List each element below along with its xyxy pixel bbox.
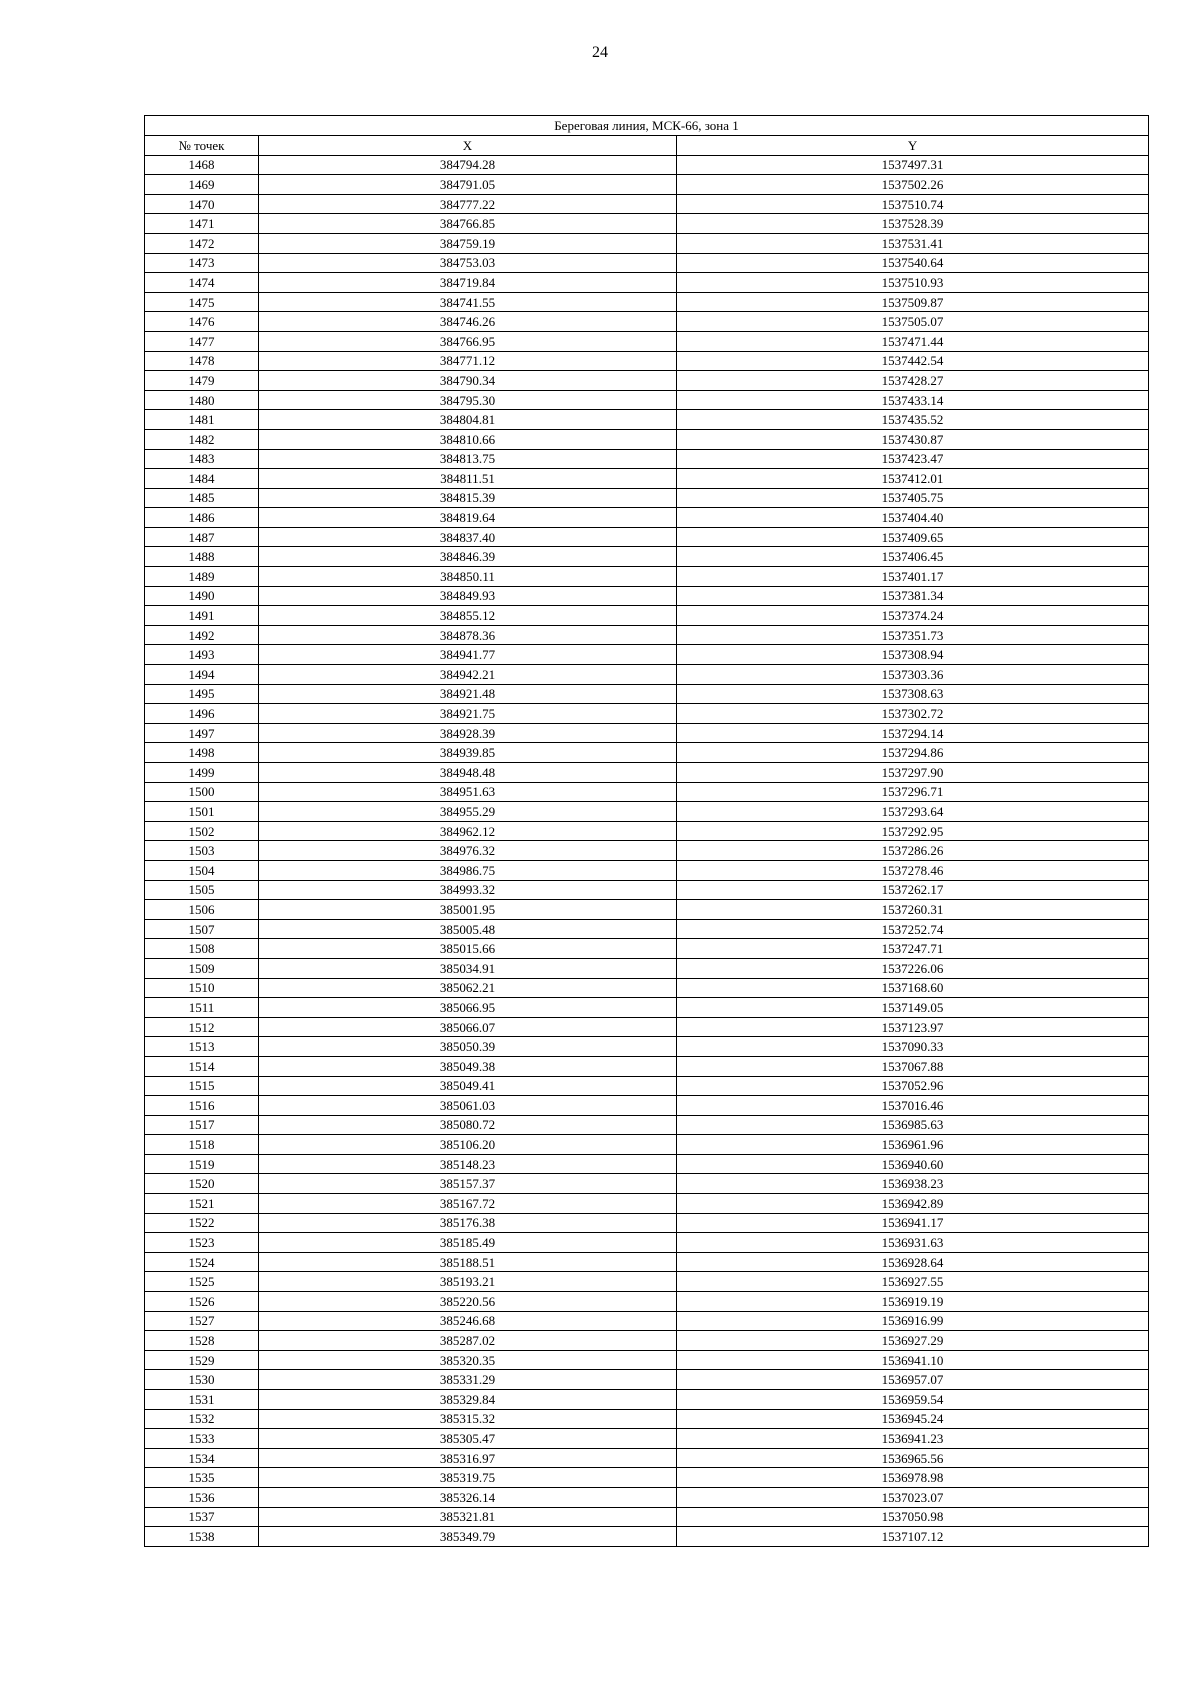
x-coordinate-cell: 385188.51	[259, 1252, 677, 1272]
x-coordinate-cell: 384790.34	[259, 371, 677, 391]
point-number-cell: 1533	[145, 1429, 259, 1449]
table-row	[145, 194, 1149, 214]
y-coordinate-cell: 1537405.75	[677, 488, 1149, 508]
point-number-cell: 1481	[145, 410, 259, 430]
y-coordinate-cell: 1537528.39	[677, 214, 1149, 234]
x-coordinate-cell: 385326.14	[259, 1487, 677, 1507]
y-coordinate-cell: 1536941.23	[677, 1429, 1149, 1449]
point-number-cell: 1478	[145, 351, 259, 371]
x-coordinate-cell: 385066.07	[259, 1017, 677, 1037]
point-number-cell: 1497	[145, 723, 259, 743]
point-number-cell: 1492	[145, 625, 259, 645]
point-number-cell: 1506	[145, 900, 259, 920]
y-coordinate-cell: 1536978.98	[677, 1468, 1149, 1488]
table-row	[145, 1056, 1149, 1076]
table-row	[145, 1370, 1149, 1390]
y-coordinate-cell: 1537292.95	[677, 821, 1149, 841]
table-caption: Береговая линия, МСК-66, зона 1	[145, 116, 1149, 136]
table-row	[145, 625, 1149, 645]
x-coordinate-cell: 384855.12	[259, 606, 677, 626]
y-coordinate-cell: 1536965.56	[677, 1448, 1149, 1468]
point-number-cell: 1489	[145, 567, 259, 587]
x-coordinate-cell: 384819.64	[259, 508, 677, 528]
x-coordinate-cell: 384951.63	[259, 782, 677, 802]
x-coordinate-cell: 385315.32	[259, 1409, 677, 1429]
x-coordinate-cell: 384948.48	[259, 763, 677, 783]
point-number-cell: 1479	[145, 371, 259, 391]
point-number-cell: 1538	[145, 1527, 259, 1547]
point-number-cell: 1483	[145, 449, 259, 469]
table-row	[145, 1311, 1149, 1331]
y-coordinate-cell: 1536945.24	[677, 1409, 1149, 1429]
point-number-cell: 1513	[145, 1037, 259, 1057]
x-coordinate-cell: 384813.75	[259, 449, 677, 469]
y-coordinate-cell: 1537442.54	[677, 351, 1149, 371]
table-row	[145, 860, 1149, 880]
table-row	[145, 253, 1149, 273]
y-coordinate-cell: 1537509.87	[677, 292, 1149, 312]
y-coordinate-cell: 1537510.93	[677, 273, 1149, 293]
table-row	[145, 684, 1149, 704]
point-number-cell: 1474	[145, 273, 259, 293]
point-number-cell: 1496	[145, 704, 259, 724]
table-row	[145, 233, 1149, 253]
point-number-cell: 1525	[145, 1272, 259, 1292]
table-row	[145, 1272, 1149, 1292]
y-coordinate-cell: 1537050.98	[677, 1507, 1149, 1527]
y-coordinate-cell: 1537052.96	[677, 1076, 1149, 1096]
point-number-cell: 1510	[145, 978, 259, 998]
y-coordinate-cell: 1536940.60	[677, 1154, 1149, 1174]
table-row	[145, 704, 1149, 724]
point-number-cell: 1468	[145, 155, 259, 175]
y-coordinate-cell: 1537505.07	[677, 312, 1149, 332]
y-coordinate-cell: 1537351.73	[677, 625, 1149, 645]
x-coordinate-cell: 384719.84	[259, 273, 677, 293]
y-coordinate-cell: 1536916.99	[677, 1311, 1149, 1331]
y-coordinate-cell: 1537430.87	[677, 429, 1149, 449]
table-row	[145, 1390, 1149, 1410]
y-coordinate-cell: 1537423.47	[677, 449, 1149, 469]
x-coordinate-cell: 385305.47	[259, 1429, 677, 1449]
table-row	[145, 1135, 1149, 1155]
y-coordinate-cell: 1537302.72	[677, 704, 1149, 724]
x-coordinate-cell: 384976.32	[259, 841, 677, 861]
point-number-cell: 1482	[145, 429, 259, 449]
table-row	[145, 1174, 1149, 1194]
x-coordinate-cell: 385001.95	[259, 900, 677, 920]
y-coordinate-cell: 1537278.46	[677, 860, 1149, 880]
x-coordinate-cell: 385331.29	[259, 1370, 677, 1390]
table-row	[145, 841, 1149, 861]
x-coordinate-cell: 385062.21	[259, 978, 677, 998]
point-number-cell: 1488	[145, 547, 259, 567]
table-row	[145, 743, 1149, 763]
point-number-cell: 1480	[145, 390, 259, 410]
x-coordinate-cell: 384955.29	[259, 802, 677, 822]
table-row	[145, 527, 1149, 547]
y-coordinate-cell: 1536928.64	[677, 1252, 1149, 1272]
point-number-cell: 1512	[145, 1017, 259, 1037]
table-body	[145, 155, 1149, 1546]
point-number-cell: 1516	[145, 1096, 259, 1116]
y-coordinate-cell: 1537107.12	[677, 1527, 1149, 1547]
y-coordinate-cell: 1537433.14	[677, 390, 1149, 410]
table-row	[145, 1468, 1149, 1488]
point-number-cell: 1477	[145, 331, 259, 351]
y-coordinate-cell: 1536961.96	[677, 1135, 1149, 1155]
table-row	[145, 214, 1149, 234]
y-coordinate-cell: 1536927.55	[677, 1272, 1149, 1292]
table-caption-row	[145, 116, 1149, 136]
table-row	[145, 723, 1149, 743]
x-coordinate-cell: 385106.20	[259, 1135, 677, 1155]
table-row	[145, 1076, 1149, 1096]
y-coordinate-cell: 1537260.31	[677, 900, 1149, 920]
table-row	[145, 586, 1149, 606]
y-coordinate-cell: 1537303.36	[677, 665, 1149, 685]
table-row	[145, 1350, 1149, 1370]
y-coordinate-cell: 1537090.33	[677, 1037, 1149, 1057]
point-number-cell: 1485	[145, 488, 259, 508]
y-coordinate-cell: 1536927.29	[677, 1331, 1149, 1351]
point-number-cell: 1499	[145, 763, 259, 783]
point-number-cell: 1519	[145, 1154, 259, 1174]
table-row	[145, 273, 1149, 293]
table-row	[145, 469, 1149, 489]
y-coordinate-cell: 1537252.74	[677, 919, 1149, 939]
table-row	[145, 1507, 1149, 1527]
y-coordinate-cell: 1537168.60	[677, 978, 1149, 998]
x-coordinate-cell: 385050.39	[259, 1037, 677, 1057]
table-row	[145, 1037, 1149, 1057]
y-coordinate-cell: 1537247.71	[677, 939, 1149, 959]
table-row	[145, 1527, 1149, 1547]
x-coordinate-cell: 385034.91	[259, 958, 677, 978]
x-coordinate-cell: 384921.48	[259, 684, 677, 704]
point-number-cell: 1475	[145, 292, 259, 312]
table-row	[145, 1487, 1149, 1507]
point-number-cell: 1490	[145, 586, 259, 606]
table-row	[145, 351, 1149, 371]
point-number-cell: 1529	[145, 1350, 259, 1370]
x-coordinate-cell: 384741.55	[259, 292, 677, 312]
table-row	[145, 449, 1149, 469]
x-coordinate-cell: 384849.93	[259, 586, 677, 606]
y-coordinate-cell: 1537381.34	[677, 586, 1149, 606]
y-coordinate-cell: 1536941.10	[677, 1350, 1149, 1370]
y-coordinate-cell: 1537435.52	[677, 410, 1149, 430]
point-number-cell: 1527	[145, 1311, 259, 1331]
table-header-row	[145, 136, 1149, 156]
point-number-cell: 1502	[145, 821, 259, 841]
y-coordinate-cell: 1537406.45	[677, 547, 1149, 567]
x-coordinate-cell: 385049.38	[259, 1056, 677, 1076]
point-number-cell: 1508	[145, 939, 259, 959]
table-row	[145, 939, 1149, 959]
y-coordinate-cell: 1537286.26	[677, 841, 1149, 861]
table-row	[145, 508, 1149, 528]
x-coordinate-cell: 384939.85	[259, 743, 677, 763]
y-coordinate-cell: 1537262.17	[677, 880, 1149, 900]
table-row	[145, 567, 1149, 587]
y-coordinate-cell: 1537308.94	[677, 645, 1149, 665]
y-coordinate-cell: 1537016.46	[677, 1096, 1149, 1116]
point-number-cell: 1535	[145, 1468, 259, 1488]
x-coordinate-cell: 385061.03	[259, 1096, 677, 1116]
table-row	[145, 958, 1149, 978]
y-coordinate-cell: 1537374.24	[677, 606, 1149, 626]
table-row	[145, 880, 1149, 900]
point-number-cell: 1511	[145, 998, 259, 1018]
y-coordinate-cell: 1536919.19	[677, 1292, 1149, 1312]
table-row	[145, 1331, 1149, 1351]
y-coordinate-cell: 1536959.54	[677, 1390, 1149, 1410]
point-number-cell: 1520	[145, 1174, 259, 1194]
coordinates-table	[144, 115, 1149, 1547]
point-number-cell: 1523	[145, 1233, 259, 1253]
y-coordinate-cell: 1537294.86	[677, 743, 1149, 763]
y-coordinate-cell: 1537226.06	[677, 958, 1149, 978]
table-row	[145, 1409, 1149, 1429]
point-number-cell: 1476	[145, 312, 259, 332]
table-row	[145, 1429, 1149, 1449]
y-coordinate-cell: 1537023.07	[677, 1487, 1149, 1507]
point-number-cell: 1515	[145, 1076, 259, 1096]
table-row	[145, 1448, 1149, 1468]
table-row	[145, 919, 1149, 939]
x-coordinate-cell: 384791.05	[259, 175, 677, 195]
point-number-cell: 1524	[145, 1252, 259, 1272]
x-coordinate-cell: 384962.12	[259, 821, 677, 841]
table-row	[145, 1252, 1149, 1272]
y-coordinate-cell: 1537531.41	[677, 233, 1149, 253]
x-coordinate-cell: 385176.38	[259, 1213, 677, 1233]
x-coordinate-cell: 385185.49	[259, 1233, 677, 1253]
point-number-cell: 1491	[145, 606, 259, 626]
y-coordinate-cell: 1537297.90	[677, 763, 1149, 783]
column-header-y: Y	[677, 136, 1149, 156]
table-row	[145, 1213, 1149, 1233]
x-coordinate-cell: 384795.30	[259, 390, 677, 410]
y-coordinate-cell: 1537412.01	[677, 469, 1149, 489]
point-number-cell: 1518	[145, 1135, 259, 1155]
x-coordinate-cell: 385329.84	[259, 1390, 677, 1410]
y-coordinate-cell: 1537149.05	[677, 998, 1149, 1018]
table-row	[145, 1096, 1149, 1116]
x-coordinate-cell: 385080.72	[259, 1115, 677, 1135]
x-coordinate-cell: 385193.21	[259, 1272, 677, 1292]
x-coordinate-cell: 385049.41	[259, 1076, 677, 1096]
y-coordinate-cell: 1537404.40	[677, 508, 1149, 528]
x-coordinate-cell: 385321.81	[259, 1507, 677, 1527]
table-row	[145, 175, 1149, 195]
table-row	[145, 665, 1149, 685]
x-coordinate-cell: 385287.02	[259, 1331, 677, 1351]
x-coordinate-cell: 385316.97	[259, 1448, 677, 1468]
x-coordinate-cell: 384766.85	[259, 214, 677, 234]
y-coordinate-cell: 1536942.89	[677, 1194, 1149, 1214]
x-coordinate-cell: 384993.32	[259, 880, 677, 900]
point-number-cell: 1484	[145, 469, 259, 489]
point-number-cell: 1486	[145, 508, 259, 528]
y-coordinate-cell: 1537510.74	[677, 194, 1149, 214]
y-coordinate-cell: 1537296.71	[677, 782, 1149, 802]
table-row	[145, 155, 1149, 175]
table-row	[145, 900, 1149, 920]
point-number-cell: 1505	[145, 880, 259, 900]
point-number-cell: 1495	[145, 684, 259, 704]
table-row	[145, 371, 1149, 391]
point-number-cell: 1471	[145, 214, 259, 234]
table-row	[145, 1115, 1149, 1135]
point-number-cell: 1494	[145, 665, 259, 685]
x-coordinate-cell: 384878.36	[259, 625, 677, 645]
table-row	[145, 998, 1149, 1018]
point-number-cell: 1493	[145, 645, 259, 665]
y-coordinate-cell: 1536931.63	[677, 1233, 1149, 1253]
column-header-point-number: № точек	[145, 136, 259, 156]
x-coordinate-cell: 385148.23	[259, 1154, 677, 1174]
x-coordinate-cell: 384810.66	[259, 429, 677, 449]
point-number-cell: 1469	[145, 175, 259, 195]
y-coordinate-cell: 1537123.97	[677, 1017, 1149, 1037]
x-coordinate-cell: 384777.22	[259, 194, 677, 214]
point-number-cell: 1522	[145, 1213, 259, 1233]
table-row	[145, 1194, 1149, 1214]
y-coordinate-cell: 1536941.17	[677, 1213, 1149, 1233]
table-row	[145, 292, 1149, 312]
point-number-cell: 1503	[145, 841, 259, 861]
x-coordinate-cell: 384846.39	[259, 547, 677, 567]
table-row	[145, 763, 1149, 783]
point-number-cell: 1504	[145, 860, 259, 880]
x-coordinate-cell: 384815.39	[259, 488, 677, 508]
y-coordinate-cell: 1537409.65	[677, 527, 1149, 547]
x-coordinate-cell: 384746.26	[259, 312, 677, 332]
point-number-cell: 1487	[145, 527, 259, 547]
x-coordinate-cell: 385005.48	[259, 919, 677, 939]
x-coordinate-cell: 385015.66	[259, 939, 677, 959]
table-row	[145, 312, 1149, 332]
table-row	[145, 410, 1149, 430]
x-coordinate-cell: 384794.28	[259, 155, 677, 175]
x-coordinate-cell: 384837.40	[259, 527, 677, 547]
point-number-cell: 1536	[145, 1487, 259, 1507]
point-number-cell: 1532	[145, 1409, 259, 1429]
point-number-cell: 1498	[145, 743, 259, 763]
table-row	[145, 1233, 1149, 1253]
y-coordinate-cell: 1537308.63	[677, 684, 1149, 704]
y-coordinate-cell: 1537471.44	[677, 331, 1149, 351]
y-coordinate-cell: 1536938.23	[677, 1174, 1149, 1194]
y-coordinate-cell: 1537497.31	[677, 155, 1149, 175]
table-row	[145, 645, 1149, 665]
x-coordinate-cell: 385066.95	[259, 998, 677, 1018]
point-number-cell: 1472	[145, 233, 259, 253]
y-coordinate-cell: 1536957.07	[677, 1370, 1149, 1390]
x-coordinate-cell: 384941.77	[259, 645, 677, 665]
y-coordinate-cell: 1537067.88	[677, 1056, 1149, 1076]
table-row	[145, 821, 1149, 841]
x-coordinate-cell: 385319.75	[259, 1468, 677, 1488]
x-coordinate-cell: 384771.12	[259, 351, 677, 371]
point-number-cell: 1530	[145, 1370, 259, 1390]
point-number-cell: 1514	[145, 1056, 259, 1076]
table-row	[145, 331, 1149, 351]
point-number-cell: 1500	[145, 782, 259, 802]
point-number-cell: 1534	[145, 1448, 259, 1468]
point-number-cell: 1507	[145, 919, 259, 939]
x-coordinate-cell: 384811.51	[259, 469, 677, 489]
point-number-cell: 1473	[145, 253, 259, 273]
x-coordinate-cell: 385349.79	[259, 1527, 677, 1547]
table-row	[145, 547, 1149, 567]
y-coordinate-cell: 1537540.64	[677, 253, 1149, 273]
page-number: 24	[592, 44, 608, 61]
point-number-cell: 1537	[145, 1507, 259, 1527]
y-coordinate-cell: 1537502.26	[677, 175, 1149, 195]
point-number-cell: 1521	[145, 1194, 259, 1214]
table-row	[145, 1017, 1149, 1037]
table-row	[145, 606, 1149, 626]
x-coordinate-cell: 385167.72	[259, 1194, 677, 1214]
x-coordinate-cell: 384753.03	[259, 253, 677, 273]
x-coordinate-cell: 384986.75	[259, 860, 677, 880]
table-row	[145, 782, 1149, 802]
column-header-x: X	[259, 136, 677, 156]
y-coordinate-cell: 1536985.63	[677, 1115, 1149, 1135]
point-number-cell: 1526	[145, 1292, 259, 1312]
y-coordinate-cell: 1537401.17	[677, 567, 1149, 587]
table-row	[145, 802, 1149, 822]
x-coordinate-cell: 384766.95	[259, 331, 677, 351]
x-coordinate-cell: 384804.81	[259, 410, 677, 430]
point-number-cell: 1470	[145, 194, 259, 214]
x-coordinate-cell: 385246.68	[259, 1311, 677, 1331]
y-coordinate-cell: 1537428.27	[677, 371, 1149, 391]
x-coordinate-cell: 385157.37	[259, 1174, 677, 1194]
point-number-cell: 1528	[145, 1331, 259, 1351]
x-coordinate-cell: 384759.19	[259, 233, 677, 253]
point-number-cell: 1531	[145, 1390, 259, 1410]
x-coordinate-cell: 384928.39	[259, 723, 677, 743]
table-row	[145, 488, 1149, 508]
point-number-cell: 1517	[145, 1115, 259, 1135]
x-coordinate-cell: 384921.75	[259, 704, 677, 724]
x-coordinate-cell: 385220.56	[259, 1292, 677, 1312]
y-coordinate-cell: 1537293.64	[677, 802, 1149, 822]
x-coordinate-cell: 385320.35	[259, 1350, 677, 1370]
table-row	[145, 1292, 1149, 1312]
table-row	[145, 1154, 1149, 1174]
x-coordinate-cell: 384850.11	[259, 567, 677, 587]
table-row	[145, 429, 1149, 449]
point-number-cell: 1501	[145, 802, 259, 822]
y-coordinate-cell: 1537294.14	[677, 723, 1149, 743]
table-row	[145, 978, 1149, 998]
point-number-cell: 1509	[145, 958, 259, 978]
x-coordinate-cell: 384942.21	[259, 665, 677, 685]
table-row	[145, 390, 1149, 410]
